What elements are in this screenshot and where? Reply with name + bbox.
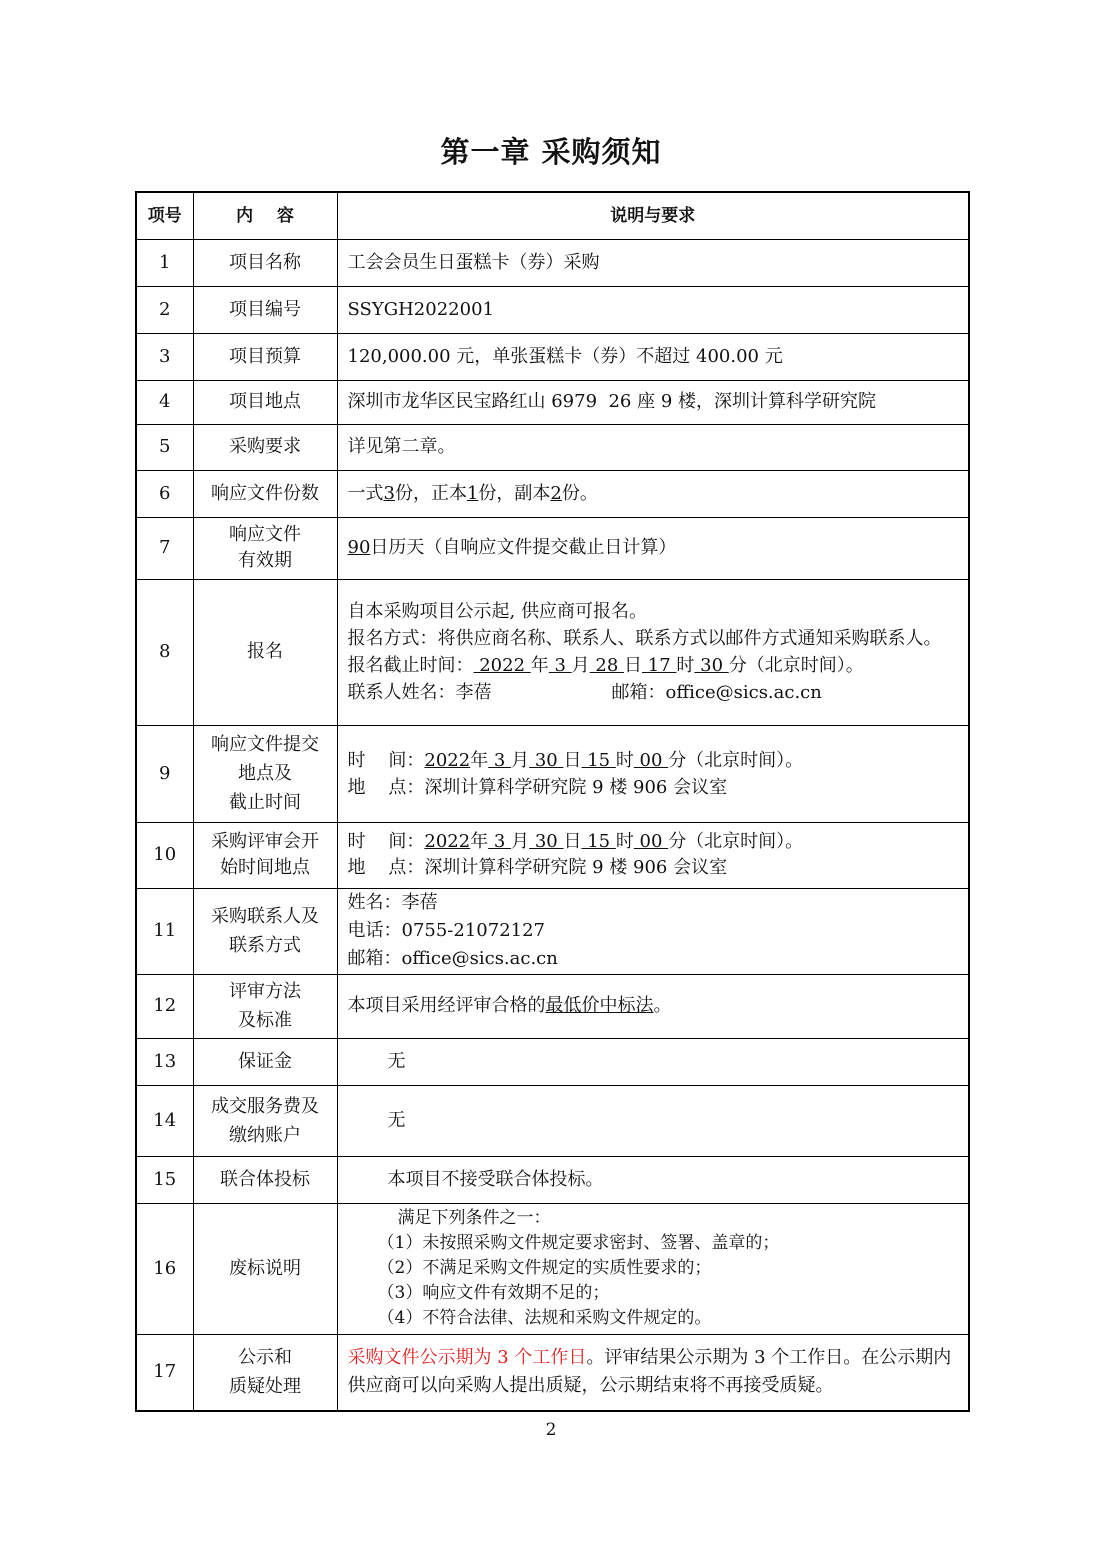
row-no: 4 [136,380,193,424]
validity-days: 90 [347,537,371,558]
page-number: 2 [545,1420,557,1440]
row-desc: 深圳市龙华区民宝路红山 6979 26 座 9 楼，深圳计算科学研究院 [337,380,969,424]
table-row [136,1038,969,1085]
row-no: 7 [136,517,193,579]
table-row [136,888,969,974]
table-row [136,333,969,380]
table-row [136,974,969,1038]
row-item: 联合体投标 [193,1156,337,1203]
row-no: 16 [136,1203,193,1334]
row-no: 15 [136,1156,193,1203]
table-row [136,579,969,725]
row-item: 项目名称 [193,239,337,286]
procurement-notice-table [135,191,970,1412]
copies-original: 1 [466,482,479,504]
contact-email: 邮箱：office@sics.ac.cn [611,682,822,703]
row-no: 14 [136,1085,193,1156]
row-desc: SSYGH2022001 [337,286,969,333]
table-row [136,470,969,517]
page-title: 第一章 采购须知 [440,135,662,169]
row-desc: 自本采购项目公示起, 供应商可报名。 报名方式：将供应商名称、联系人、联系方式以邮件方式通知采购联系人。 报名截止时间： 2022 年 3 月 28 日 17 时 30 分（北京时间）。 联系人姓名：李蓓 邮箱：office@sics.ac.cn [337,579,969,725]
evaluation-method: 最低价中标法 [545,995,654,1016]
row-desc: 满足下列条件之一： （1）未按照采购文件规定要求密封、签署、盖章的； （2）不满足采购文件规定的实质性要求的； （3）响应文件有效期不足的； （4）不符合法律、法规和采购文件规定的。 [337,1203,969,1334]
row-desc: 本项目采用经评审合格的最低价中标法。 [337,974,969,1038]
header-item: 内 容 [193,192,337,239]
table-row [136,424,969,470]
header-desc: 说明与要求 [337,192,969,239]
row-desc: 时 间：2022年 3 月 30 日 15 时 00 分（北京时间）。 地 点：深圳计算科学研究院 9 楼 906 会议室 [337,822,969,888]
row-desc: 工会会员生日蛋糕卡（券）采购 [337,239,969,286]
copies-total: 3 [383,482,395,504]
row-no: 1 [136,239,193,286]
row-no: 11 [136,888,193,974]
table-header-row [136,192,969,239]
table-row [136,1203,969,1334]
row-item: 采购评审会开 始时间地点 [193,822,337,888]
row-item: 成交服务费及 缴纳账户 [193,1085,337,1156]
row-desc: 时 间：2022年 3 月 30 日 15 时 00 分（北京时间）。 地 点：深圳计算科学研究院 9 楼 906 会议室 [337,725,969,822]
row-desc: 详见第二章。 [337,424,969,470]
row-item: 响应文件 有效期 [193,517,337,579]
table-row [136,286,969,333]
row-item: 废标说明 [193,1203,337,1334]
row-item: 项目编号 [193,286,337,333]
row-desc: 采购文件公示期为 3 个工作日。评审结果公示期为 3 个工作日。在公示期内供应商可以向采购人提出质疑，公示期结束将不再接受质疑。 [337,1334,969,1411]
table-row [136,1085,969,1156]
row-desc: 无 [337,1038,969,1085]
row-desc: 本项目不接受联合体投标。 [337,1156,969,1203]
registration-deadline: 报名截止时间： 2022 年 3 月 28 日 17 时 30 分（北京时间）。 [347,655,864,676]
row-item: 响应文件份数 [193,470,337,517]
table-row [136,725,969,822]
contact-name: 联系人姓名：李蓓 [347,682,492,703]
row-item: 采购联系人及 联系方式 [193,888,337,974]
row-item: 保证金 [193,1038,337,1085]
row-item: 项目地点 [193,380,337,424]
table-row [136,517,969,579]
row-item: 采购要求 [193,424,337,470]
table-row [136,239,969,286]
table-row [136,822,969,888]
row-no: 12 [136,974,193,1038]
header-no: 项号 [136,192,193,239]
row-no: 9 [136,725,193,822]
copies-duplicate: 2 [550,482,562,504]
row-desc: 姓名：李蓓 电话：0755-21072127 邮箱：office@sics.ac.cn [337,888,969,974]
row-item: 响应文件提交 地点及 截止时间 [193,725,337,822]
row-item: 项目预算 [193,333,337,380]
row-item: 公示和 质疑处理 [193,1334,337,1411]
row-no: 5 [136,424,193,470]
row-desc: 无 [337,1085,969,1156]
row-desc: 120,000.00 元，单张蛋糕卡（券）不超过 400.00 元 [337,333,969,380]
table-row [136,1156,969,1203]
row-no: 17 [136,1334,193,1411]
row-no: 8 [136,579,193,725]
row-no: 6 [136,470,193,517]
row-item: 评审方法 及标准 [193,974,337,1038]
row-desc: 90日历天（自响应文件提交截止日计算） [337,517,969,579]
row-no: 3 [136,333,193,380]
highlighted-notice: 采购文件公示期为 3 个工作日 [347,1347,587,1369]
table-row [136,380,969,424]
row-desc: 一式3份，正本1份，副本2份。 [337,470,969,517]
row-no: 13 [136,1038,193,1085]
table-row [136,1334,969,1411]
row-no: 2 [136,286,193,333]
row-no: 10 [136,822,193,888]
row-item: 报名 [193,579,337,725]
